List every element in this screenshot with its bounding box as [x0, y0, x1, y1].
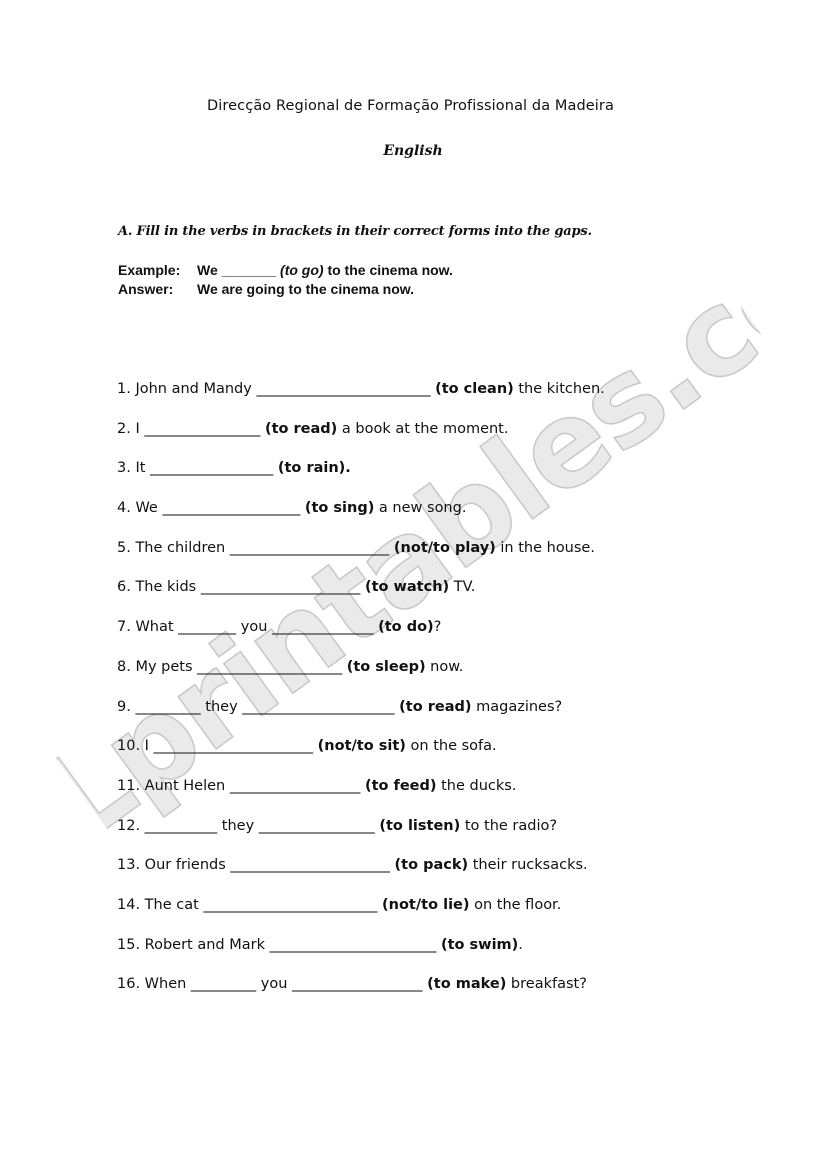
example-label: Example: [118, 262, 181, 278]
exercise-item [117, 379, 605, 419]
exercise-sentence-end: the ducks. [436, 777, 517, 794]
exercise-sentence-start: 16. When _________ you __________________ [117, 976, 428, 993]
exercise-sentence-start: 9. _________ they _____________________ [117, 698, 400, 715]
exercise-sentence-end: their rucksacks. [468, 857, 588, 874]
exercise-verb-hint: (to listen) [379, 817, 461, 834]
exercise-sentence-start: 12. __________ they ________________ [117, 817, 380, 834]
exercise-verb-hint: (to sleep) [346, 658, 426, 675]
exercise-sentence-end: on the floor. [469, 896, 562, 913]
exercise-item [117, 974, 605, 1014]
exercise-sentence-start: 4. We ___________________ [117, 500, 305, 517]
exercise-sentence-start: 15. Robert and Mark _______________________ [117, 936, 441, 953]
institution-title: Direcção Regional de Formação Profissional da Madeira [207, 98, 614, 114]
exercise-verb-hint: (to pack) [394, 857, 469, 874]
exercise-verb-hint: (not/to sit) [317, 738, 406, 755]
exercise-verb-hint: (to make) [427, 976, 507, 993]
exercise-sentence-start: 1. John and Mandy ________________________ [117, 381, 436, 397]
exercise-verb-hint: (to do) [378, 619, 434, 636]
example-block [118, 261, 453, 299]
exercise-verb-hint: (not/to lie) [382, 896, 470, 913]
exercise-item [117, 458, 605, 498]
exercise-verb-hint: (to swim) [440, 936, 519, 953]
exercise-verb-hint: (not/to play) [393, 539, 496, 556]
instruction-text: A. Fill in the verbs in brackets in their correct forms into the gaps. [118, 224, 592, 239]
exercise-item [117, 776, 605, 816]
exercise-sentence-start: 8. My pets ____________________ [117, 658, 347, 675]
exercise-sentence-end: TV. [449, 579, 476, 596]
exercise-sentence-end: ? [433, 619, 442, 636]
example-row [118, 261, 453, 280]
exercise-verb-hint: (to clean) [435, 381, 514, 397]
exercise-verb-hint: (to read) [264, 420, 338, 437]
answer-label: Answer: [118, 281, 174, 297]
exercise-sentence-end: magazines? [471, 698, 563, 715]
exercise-sentence-start: 7. What ________ you ______________ [117, 619, 379, 636]
exercise-sentence-end: the kitchen. [513, 381, 605, 397]
exercise-item [117, 419, 605, 459]
exercise-item [117, 895, 605, 935]
answer-row [118, 280, 453, 299]
exercise-item [117, 617, 605, 657]
subject-title: English [383, 143, 443, 159]
exercise-item [117, 736, 605, 776]
example-sentence-end: to the cinema now. [323, 262, 453, 278]
example-sentence-start: We _______ [197, 262, 281, 278]
exercise-sentence-end: a book at the moment. [337, 420, 509, 437]
exercise-verb-hint: (to watch) [364, 579, 450, 596]
exercise-sentence-end: in the house. [495, 539, 595, 556]
example-verb-hint: (to go) [280, 262, 324, 278]
exercise-item [117, 498, 605, 538]
exercise-sentence-start: 11. Aunt Helen __________________ [117, 777, 365, 794]
exercise-item [117, 855, 605, 895]
answer-text: We are going to the cinema now. [197, 281, 415, 297]
exercise-verb-hint: (to sing) [304, 500, 375, 517]
exercise-sentence-start: 3. It _________________ [117, 460, 278, 477]
exercise-sentence-start: 10. I ______________________ [117, 738, 318, 755]
exercise-sentence-end: now. [425, 658, 464, 675]
exercise-sentence-end: on the sofa. [405, 738, 497, 755]
exercise-item [117, 577, 605, 617]
exercise-verb-hint: (to rain). [277, 460, 351, 477]
exercise-item [117, 935, 605, 975]
exercise-sentence-end: a new song. [374, 500, 467, 517]
exercise-item [117, 657, 605, 697]
exercise-item [117, 697, 605, 737]
exercise-list [117, 379, 605, 1014]
exercise-sentence-start: 13. Our friends ______________________ [117, 857, 395, 874]
exercise-verb-hint: (to feed) [364, 777, 437, 794]
exercise-item [117, 816, 605, 856]
exercise-sentence-start: 6. The kids ______________________ [117, 579, 365, 596]
exercise-sentence-start: 14. The cat ________________________ [117, 896, 383, 913]
exercise-sentence-start: 5. The children ______________________ [117, 539, 394, 556]
exercise-verb-hint: (to read) [399, 698, 472, 715]
exercise-item [117, 538, 605, 578]
exercise-sentence-end: . [518, 936, 523, 953]
exercise-sentence-end: to the radio? [460, 817, 558, 834]
exercise-sentence-start: 2. I ________________ [117, 420, 265, 437]
exercise-sentence-end: breakfast? [506, 976, 587, 993]
